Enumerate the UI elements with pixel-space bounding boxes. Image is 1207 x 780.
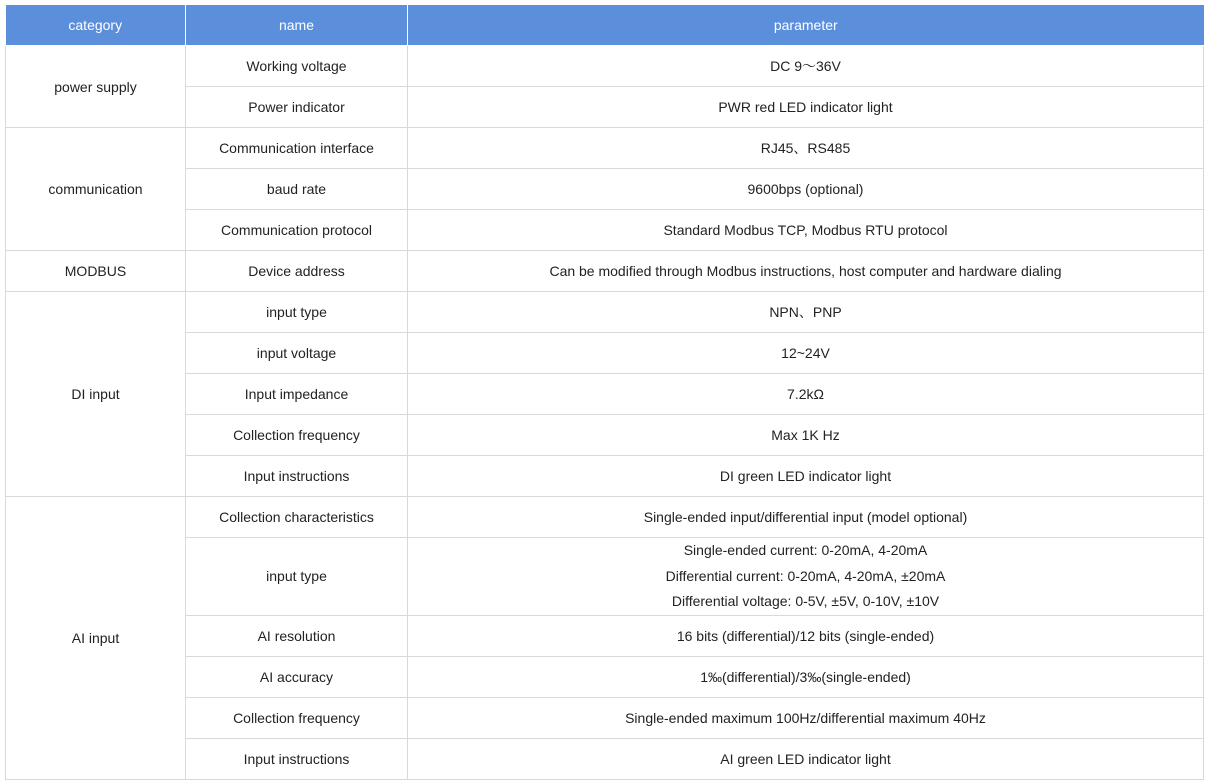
name-cell: input voltage — [186, 333, 408, 374]
parameter-cell-multiline — [408, 538, 1204, 616]
parameter-cell: Single-ended maximum 100Hz/differential maximum 40Hz — [408, 697, 1204, 738]
table-row — [6, 292, 1204, 333]
table-row — [6, 333, 1204, 374]
table-row — [6, 251, 1204, 292]
spec-table — [5, 5, 1204, 780]
table-row — [6, 46, 1204, 87]
name-cell: input type — [186, 538, 408, 616]
parameter-cell: 1‰(differential)/3‰(single-ended) — [408, 656, 1204, 697]
table-row — [6, 456, 1204, 497]
name-cell: Input instructions — [186, 738, 408, 779]
category-cell: communication — [6, 128, 186, 251]
name-cell: AI accuracy — [186, 656, 408, 697]
parameter-cell: Standard Modbus TCP, Modbus RTU protocol — [408, 210, 1204, 251]
table-row — [6, 697, 1204, 738]
name-cell: Communication interface — [186, 128, 408, 169]
parameter-cell: DC 9～36V — [408, 46, 1204, 87]
table-row — [6, 415, 1204, 456]
category-cell: power supply — [6, 46, 186, 128]
name-cell: Communication protocol — [186, 210, 408, 251]
table-row — [6, 615, 1204, 656]
parameter-cell: NPN、PNP — [408, 292, 1204, 333]
parameter-cell: 12~24V — [408, 333, 1204, 374]
parameter-cell: 7.2kΩ — [408, 374, 1204, 415]
category-cell: DI input — [6, 292, 186, 497]
parameter-cell: PWR red LED indicator light — [408, 87, 1204, 128]
table-header — [6, 5, 1204, 46]
name-cell: baud rate — [186, 169, 408, 210]
parameter-cell: Max 1K Hz — [408, 415, 1204, 456]
spec-table-container — [5, 5, 1203, 780]
name-cell: Power indicator — [186, 87, 408, 128]
name-cell: AI resolution — [186, 615, 408, 656]
name-cell: Collection frequency — [186, 415, 408, 456]
parameter-cell: Single-ended input/differential input (model optional) — [408, 497, 1204, 538]
table-row — [6, 497, 1204, 538]
name-cell: Collection frequency — [186, 697, 408, 738]
table-row — [6, 169, 1204, 210]
table-row — [6, 538, 1204, 616]
parameter-line: Single-ended current: 0-20mA, 4-20mA — [683, 542, 928, 558]
parameter-cell: 16 bits (differential)/12 bits (single-ended) — [408, 615, 1204, 656]
category-cell: MODBUS — [6, 251, 186, 292]
table-row — [6, 210, 1204, 251]
parameter-cell: DI green LED indicator light — [408, 456, 1204, 497]
header-name: name — [186, 5, 408, 46]
header-row — [6, 5, 1204, 46]
parameter-cell: Can be modified through Modbus instructions, host computer and hardware dialing — [408, 251, 1204, 292]
table-body — [6, 46, 1204, 780]
name-cell: input type — [186, 292, 408, 333]
table-row — [6, 374, 1204, 415]
parameter-cell: RJ45、RS485 — [408, 128, 1204, 169]
name-cell: Working voltage — [186, 46, 408, 87]
parameter-line: Differential current: 0-20mA, 4-20mA, ±20mA — [665, 567, 946, 584]
header-category: category — [6, 5, 186, 46]
category-cell: AI input — [6, 497, 186, 780]
name-cell: Input instructions — [186, 456, 408, 497]
name-cell: Collection characteristics — [186, 497, 408, 538]
name-cell: Device address — [186, 251, 408, 292]
parameter-cell: AI green LED indicator light — [408, 738, 1204, 779]
name-cell: Input impedance — [186, 374, 408, 415]
table-row — [6, 738, 1204, 779]
table-row — [6, 656, 1204, 697]
table-row — [6, 128, 1204, 169]
header-parameter: parameter — [408, 5, 1204, 46]
parameter-cell: 9600bps (optional) — [408, 169, 1204, 210]
parameter-line: Differential voltage: 0-5V, ±5V, 0-10V, ±10V — [671, 593, 940, 609]
table-row — [6, 87, 1204, 128]
